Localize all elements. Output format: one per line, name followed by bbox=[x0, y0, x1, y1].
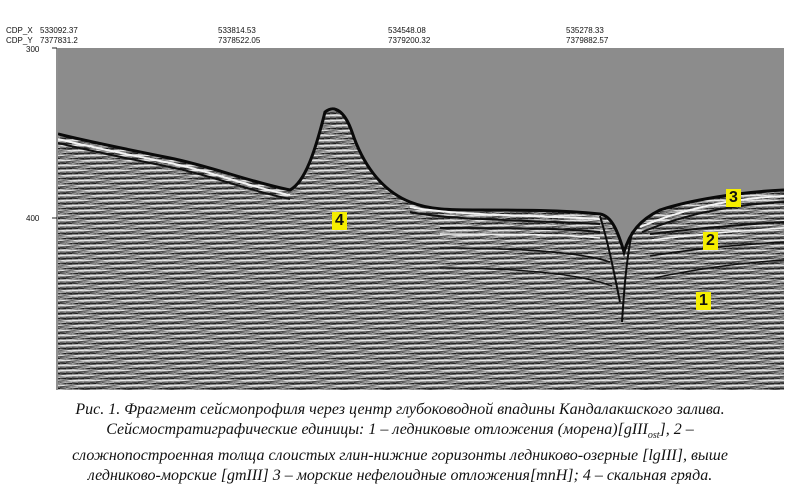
cdp-x-label: CDP_X bbox=[6, 26, 33, 35]
caption-line: Рис. 1. Фрагмент сейсмопрофиля через центр глубоководной впадины Кандалакшского залива. bbox=[75, 401, 725, 418]
y-tick-label: 300 bbox=[26, 45, 40, 54]
caption-line: ледниково-морские [gmIII] 3 – морские нефелоидные отложения[mnH]; 4 – скальная гряда. bbox=[87, 467, 713, 485]
caption-line: сложнопостроенная толща слоистых глин-нижние горизонты ледниково-озерные [lgIII], выше bbox=[72, 447, 728, 465]
unit-marker: 4 bbox=[332, 212, 347, 230]
cdp-x-value: 533092.37 bbox=[40, 26, 78, 35]
cdp-y-label: CDP_Y bbox=[6, 36, 33, 45]
figure-caption bbox=[0, 400, 800, 486]
caption-text: Сейсмостратиграфические единицы: 1 – ледниковые отложения (морена)[gIII bbox=[106, 421, 648, 438]
seismic-profile bbox=[0, 42, 800, 392]
cdp-y-value: 7379200.32 bbox=[388, 36, 431, 45]
caption-text: ], 2 – bbox=[659, 421, 694, 438]
seismic-image bbox=[0, 42, 800, 392]
unit-marker: 1 bbox=[696, 292, 711, 310]
unit-marker: 3 bbox=[726, 189, 741, 207]
cdp-x-value: 533814.53 bbox=[218, 26, 256, 35]
unit-marker: 2 bbox=[703, 232, 718, 250]
cdp-header bbox=[0, 0, 800, 48]
caption-line bbox=[0, 420, 800, 446]
y-tick-label: 400 bbox=[26, 214, 40, 223]
cdp-y-value: 7377831.2 bbox=[40, 36, 78, 45]
cdp-x-value: 535278.33 bbox=[566, 26, 604, 35]
caption-subscript: ost bbox=[647, 430, 660, 442]
cdp-y-value: 7379882.57 bbox=[566, 36, 609, 45]
cdp-y-value: 7378522.05 bbox=[218, 36, 261, 45]
cdp-x-value: 534548.08 bbox=[388, 26, 426, 35]
